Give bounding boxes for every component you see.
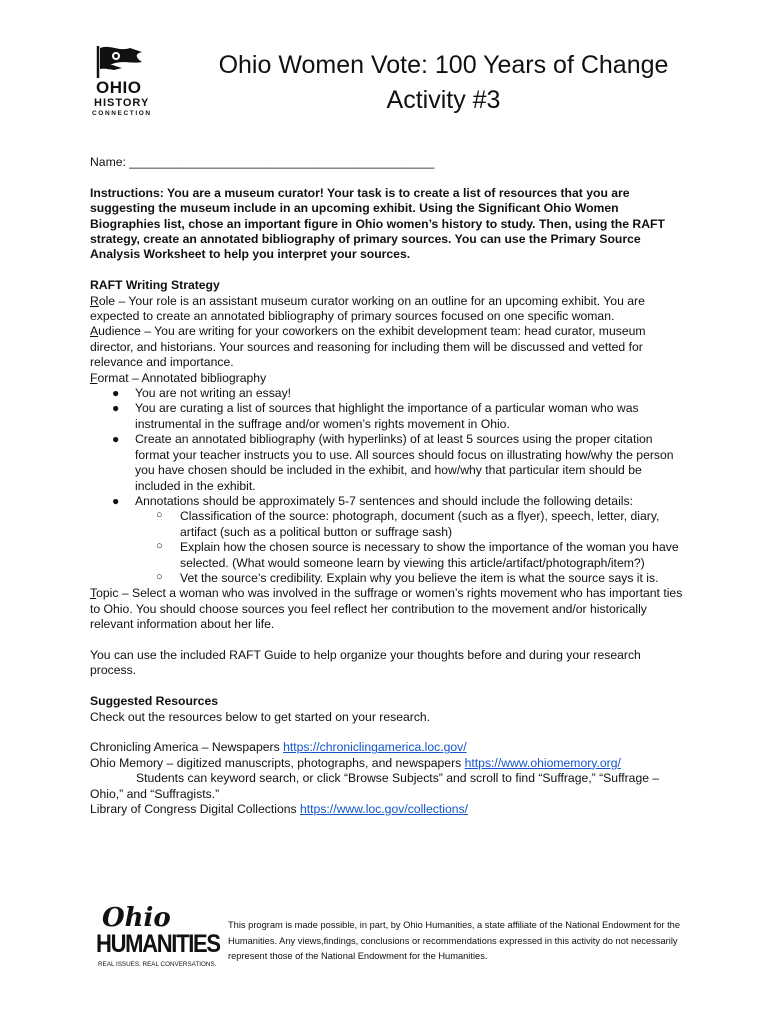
instructions: Instructions: You are a museum curator! Your task is to create a list of resources that you are suggesting the museum include in an upcoming exhibit. Using the Significant Ohio Women Biographies list, chose an important figure in Ohio women’s history to study. Then, using the RAFT strategy, create an annotated bibliography of primary sources. You can use the Primary Source Analysis Worksheet to help you interpret your sources. bbox=[90, 185, 665, 262]
role-letter: R bbox=[90, 293, 99, 308]
raft-heading: RAFT Writing Strategy bbox=[90, 278, 220, 293]
logo-script-text: Ohio bbox=[102, 903, 171, 933]
list-item: ○ Classification of the source: photograph, document (such as a flyer), speech, letter, diary, artifact (such as a political button or suffrage sash) bbox=[156, 509, 660, 539]
format-bullet-list bbox=[90, 386, 690, 586]
format-letter: F bbox=[90, 370, 98, 385]
logo-history-text: HISTORY bbox=[94, 97, 150, 109]
raft-audience bbox=[90, 324, 690, 370]
raft-topic bbox=[90, 586, 690, 632]
loc-collections-link[interactable]: https://www.loc.gov/collections/ bbox=[300, 801, 468, 816]
list-item: ● Create an annotated bibliography (with hyperlinks) of at least 5 sources using the proper citation format your teacher instructs you to use. All sources should focus on illustrating how/why the person you have chosen should be included in the exhibit, and how/why that particular item should be included in the exhibit. bbox=[112, 432, 674, 493]
list-item: ○ Vet the source’s credibility. Explain why you believe the item is what the source says it is. bbox=[156, 570, 659, 585]
resource-loc: Library of Congress Digital Collections https://www.loc.gov/collections/ bbox=[90, 801, 468, 816]
logo-connection-text: CONNECTION bbox=[92, 110, 152, 117]
resources-intro: Check out the resources below to get started on your research. bbox=[90, 709, 431, 724]
worksheet-body bbox=[90, 155, 690, 817]
list-item: ● You are curating a list of sources that highlight the importance of a particular woman who was instrumental in the suffrage and/or women’s rights movement in Ohio. bbox=[112, 401, 639, 431]
raft-guide-note: You can use the included RAFT Guide to help organize your thoughts before and during your research process. bbox=[90, 647, 641, 678]
audience-text: udience – You are writing for your coworkers on the exhibit development team: head curator, museum director, and historians. Your sources and reasoning for including them will be discussed and vetted for relevance and importance. bbox=[90, 324, 646, 370]
raft-role bbox=[90, 294, 690, 325]
audience-letter: A bbox=[90, 324, 99, 339]
ohio-humanities-logo bbox=[96, 904, 220, 974]
role-text: ole – Your role is an assistant museum curator working on an outline for an upcoming exhibit. You are expected to create an annotated bibliography of primary sources focused on one specific woman. bbox=[90, 293, 645, 324]
list-item: ○ Explain how the chosen source is necessary to show the importance of the woman you have selected. (What would someone learn by viewing this article/artifact/photograph/item?) bbox=[156, 540, 679, 570]
topic-letter: T bbox=[90, 586, 97, 601]
funding-disclaimer: This program is made possible, in part, by Ohio Humanities, a state affiliate of the National Endowment for the Humanities. Any views,findings, conclusions or recommendations expressed in this activity do not necessarily represent those of the National Endowment for the Humanities. bbox=[228, 920, 680, 962]
list-item: ● You are not writing an essay! bbox=[112, 386, 292, 401]
resource-chronicling-america: Chronicling America – Newspapers https://chroniclingamerica.loc.gov/ bbox=[90, 740, 467, 755]
chronicling-america-link[interactable]: https://chroniclingamerica.loc.gov/ bbox=[283, 740, 467, 755]
title-line-1: Ohio Women Vote: 100 Years of Change bbox=[218, 51, 669, 79]
logo-humanities-text: HUMANITIES bbox=[96, 930, 220, 958]
resource-ohio-memory: Ohio Memory – digitized manuscripts, photographs, and newspapers https://www.ohiomemory.org/ bbox=[90, 755, 621, 770]
list-item: ● Annotations should be approximately 5-7 sentences and should include the following details: ○ Classification of the source: photograph, document (such as a flyer), speech, letter, diary, artifact (such as a political button or suffrage sash) ○ Explain how the chosen source is necessary to show the importance of the woman you have selected. (What would someone learn by viewing this article/artifact/photograph/item?) ○ Vet the source’s credibility. Explain why you believe the item is what the source says it is. bbox=[90, 494, 690, 586]
title-line-2: Activity #3 bbox=[386, 86, 501, 114]
topic-text: opic – Select a woman who was involved in the suffrage or women’s rights movement who has important ties to Ohio. You should choose sources you feel reflect her contribution to the movement and/or historically relevant information about her life. bbox=[90, 586, 683, 632]
raft-format bbox=[90, 371, 690, 386]
logo-ohio-text: OHIO bbox=[96, 78, 142, 97]
logo-tagline: REAL ISSUES. REAL CONVERSATIONS. bbox=[98, 961, 217, 968]
ohio-memory-link[interactable]: https://www.ohiomemory.org/ bbox=[464, 755, 621, 770]
annotation-details-list bbox=[135, 509, 690, 586]
ohio-memory-note: Students can keyword search, or click “Browse Subjects” and scroll to find “Suffrage,” “Suffrage – Ohio,” and “Suffragists.” bbox=[90, 771, 660, 801]
page-title bbox=[130, 48, 757, 118]
format-text: ormat – Annotated bibliography bbox=[97, 370, 267, 385]
name-field[interactable]: Name: _____________________________________________ bbox=[90, 155, 435, 169]
resources-heading: Suggested Resources bbox=[90, 694, 219, 709]
